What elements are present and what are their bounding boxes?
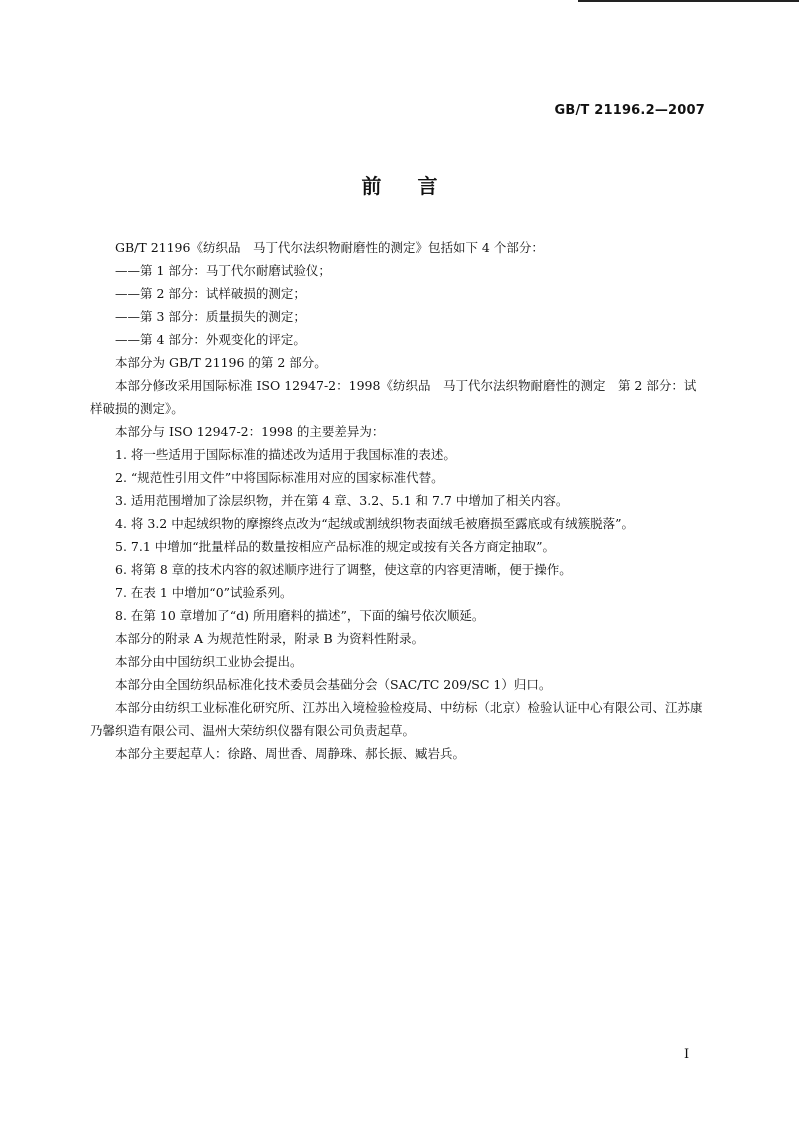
paragraph-differences: 本部分与 ISO 12947-2：1998 的主要差异为： [115, 424, 385, 439]
difference-item-3: 3. 适用范围增加了涂层织物，并在第 4 章、3.2、5.1 和 7.7 中增加了相关内容。 [115, 493, 569, 508]
document-body [90, 236, 708, 765]
paragraph-drafters: 本部分主要起草人：徐路、周世香、周静珠、郝长振、臧岩兵。 [115, 746, 466, 761]
paragraph-scope: GB/T 21196《纺织品 马丁代尔法织物耐磨性的测定》包括如下 4 个部分： [115, 240, 544, 255]
paragraph-drafting-units: 本部分由纺织工业标准化研究所、江苏出入境检验检疫局、中纺标（北京）检验认证中心有限公司、江苏康乃馨织造有限公司、温州大荣纺织仪器有限公司负责起草。 [90, 700, 703, 738]
difference-item-6: 6. 将第 8 章的技术内容的叙述顺序进行了调整，使这章的内容更清晰，便于操作。 [115, 562, 572, 577]
paragraph-this-part: 本部分为 GB/T 21196 的第 2 部分。 [115, 355, 327, 370]
difference-item-8: 8. 在第 10 章增加了“d) 所用磨料的描述”，下面的编号依次顺延。 [115, 608, 485, 623]
list-item-part-1: ——第 1 部分：马丁代尔耐磨试验仪； [115, 263, 331, 278]
page-number: I [684, 1047, 690, 1062]
top-rule [578, 0, 799, 2]
paragraph-committee: 本部分由全国纺织品标准化技术委员会基础分会（SAC/TC 209/SC 1）归口。 [115, 677, 552, 692]
difference-item-1: 1. 将一些适用于国际标准的描述改为适用于我国标准的表述。 [115, 447, 456, 462]
list-item-part-4: ——第 4 部分：外观变化的评定。 [115, 332, 306, 347]
list-item-part-2: ——第 2 部分：试样破损的测定； [115, 286, 306, 301]
difference-item-7: 7. 在表 1 中增加“0”试验系列。 [115, 585, 293, 600]
paragraph-proposer: 本部分由中国纺织工业协会提出。 [115, 654, 303, 669]
difference-item-5: 5. 7.1 中增加“批量样品的数量按相应产品标准的规定或按有关各方商定抽取”。 [115, 539, 556, 554]
difference-item-4: 4. 将 3.2 中起绒织物的摩擦终点改为“起绒或割绒织物表面绒毛被磨损至露底或有绒簇脱落”。 [115, 516, 635, 531]
paragraph-adoption: 本部分修改采用国际标准 ISO 12947-2：1998《纺织品 马丁代尔法织物耐磨性的测定 第 2 部分：试样破损的测定》。 [90, 378, 697, 416]
paragraph-annexes: 本部分的附录 A 为规范性附录，附录 B 为资料性附录。 [115, 631, 425, 646]
list-item-part-3: ——第 3 部分：质量损失的测定； [115, 309, 306, 324]
page-title: 前言 [361, 174, 474, 198]
standard-number: GB/T 21196.2—2007 [554, 103, 705, 118]
difference-item-2: 2. “规范性引用文件”中将国际标准用对应的国家标准代替。 [115, 470, 444, 485]
